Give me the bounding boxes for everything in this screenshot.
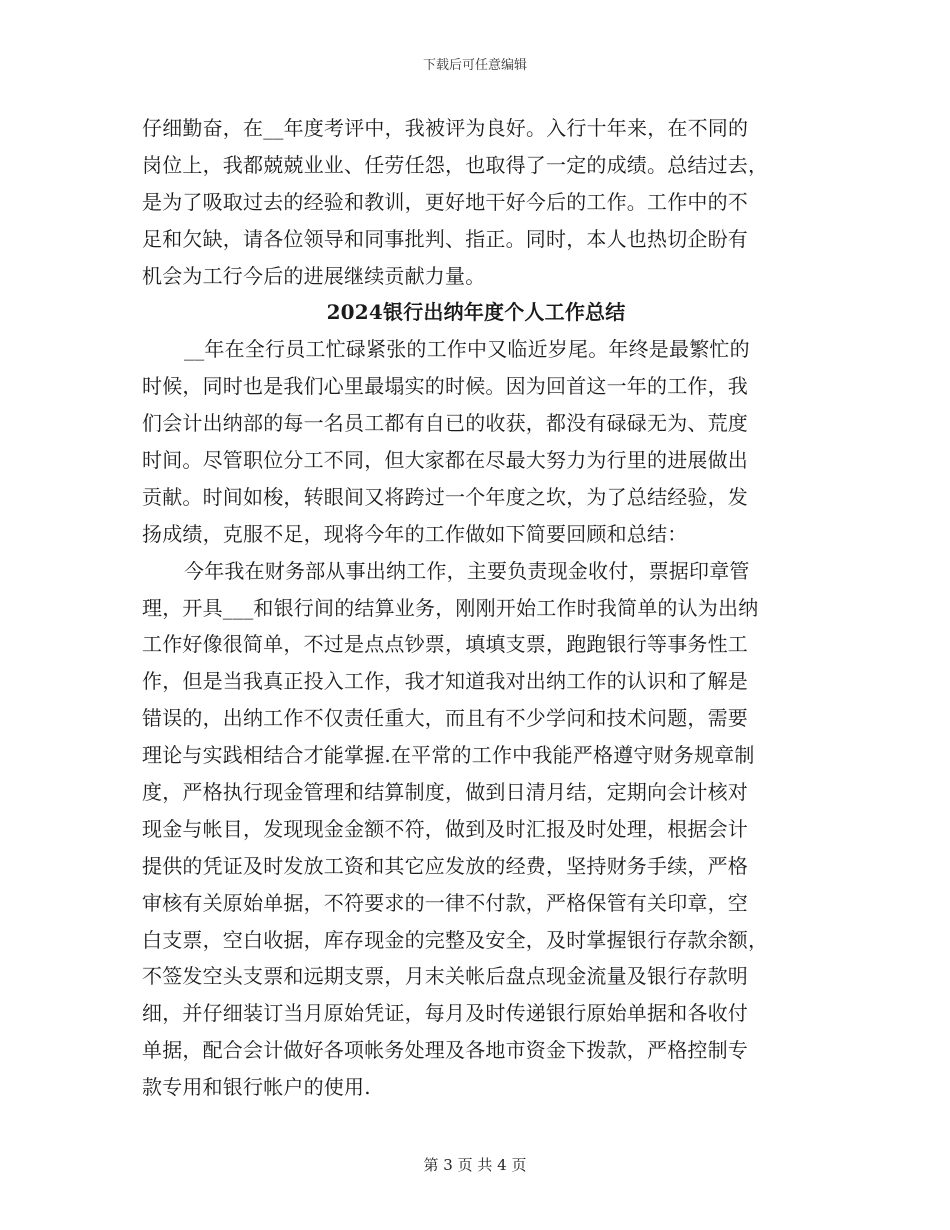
page-number: 第 3 页 共 4 页 (423, 1156, 527, 1174)
text-line: 白支票，空白收据，库存现金的完整及安全，及时掌握银行存款余额， (142, 927, 769, 952)
text-line: 岗位上，我都兢兢业业、任劳任怨，也取得了一定的成绩。总结过去， (142, 152, 769, 177)
text-line: 足和欠缺，请各位领导和同事批判、指正。同时，本人也热切企盼有 (142, 226, 748, 251)
page-header-note: 下载后可任意编辑 (422, 58, 527, 73)
text-line: 度，严格执行现金管理和结算制度，做到日清月结，定期向会计核对 (142, 780, 748, 805)
text-line: __年在全行员工忙碌紧张的工作中又临近岁尾。年终是最繁忙的 (184, 337, 750, 362)
continuation-paragraph (142, 110, 810, 294)
text-line: 工作好像很简单，不过是点点钞票，填填支票，跑跑银行等事务性工 (142, 632, 748, 657)
section-title: 2024银行出纳年度个人工作总结 (326, 300, 626, 325)
document-body (142, 110, 810, 1106)
text-line: 是为了吸取过去的经验和教训，更好地干好今后的工作。工作中的不 (142, 189, 748, 214)
text-line: 们会计出纳部的每一名员工都有自已的收获，都没有碌碌无为、荒度 (142, 411, 748, 436)
text-line: 不签发空头支票和远期支票，月末关帐后盘点现金流量及银行存款明 (142, 964, 748, 989)
text-line: 时候，同时也是我们心里最塌实的时候。因为回首这一年的工作，我 (142, 374, 748, 399)
text-line: 审核有关原始单据，不符要求的一律不付款，严格保管有关印章，空 (142, 890, 748, 915)
text-line: 单据，配合会计做好各项帐务处理及各地市资金下拨款，严格控制专 (142, 1038, 748, 1063)
text-line: 细，并仔细装订当月原始凭证，每月及时传递银行原始单据和各收付 (142, 1001, 748, 1026)
text-line: 理论与实践相结合才能掌握.在平常的工作中我能严格遵守财务规章制 (142, 743, 755, 768)
text-line: 款专用和银行帐户的使用. (142, 1075, 371, 1100)
text-line: 扬成绩，克服不足，现将今年的工作做如下简要回顾和总结： (142, 521, 688, 546)
text-line: 仔细勤奋，在__年度考评中，我被评为良好。入行十年来，在不同的 (142, 116, 749, 140)
paragraph-intro (142, 331, 810, 368)
text-line: 今年我在财务部从事出纳工作，主要负责现金收付，票据印章管 (184, 558, 750, 583)
text-line: 作，但是当我真正投入工作，我才知道我对出纳工作的认识和了解是 (142, 669, 748, 694)
paragraph-intro-cont (142, 368, 810, 552)
text-line: 贡献。时间如梭，转眼间又将跨过一个年度之坎，为了总结经验，发 (142, 484, 748, 509)
text-line: 错误的，出纳工作不仅责任重大，而且有不少学问和技术问题，需要 (142, 706, 748, 731)
paragraph-duties-cont (142, 590, 810, 1106)
text-line: 现金与帐目，发现现金金额不符，做到及时汇报及时处理，根据会计 (142, 816, 748, 841)
text-line: 时间。尽管职位分工不同，但大家都在尽最大努力为行里的进展做出 (142, 448, 748, 473)
text-line: 理，开具___和银行间的结算业务，刚刚开始工作时我简单的认为出纳 (142, 595, 759, 620)
text-line: 提供的凭证及时发放工资和其它应发放的经费，坚持财务手续，严格 (142, 853, 748, 878)
paragraph-duties (142, 553, 810, 590)
text-line: 机会为工行今后的进展继续贡献力量。 (142, 263, 486, 288)
